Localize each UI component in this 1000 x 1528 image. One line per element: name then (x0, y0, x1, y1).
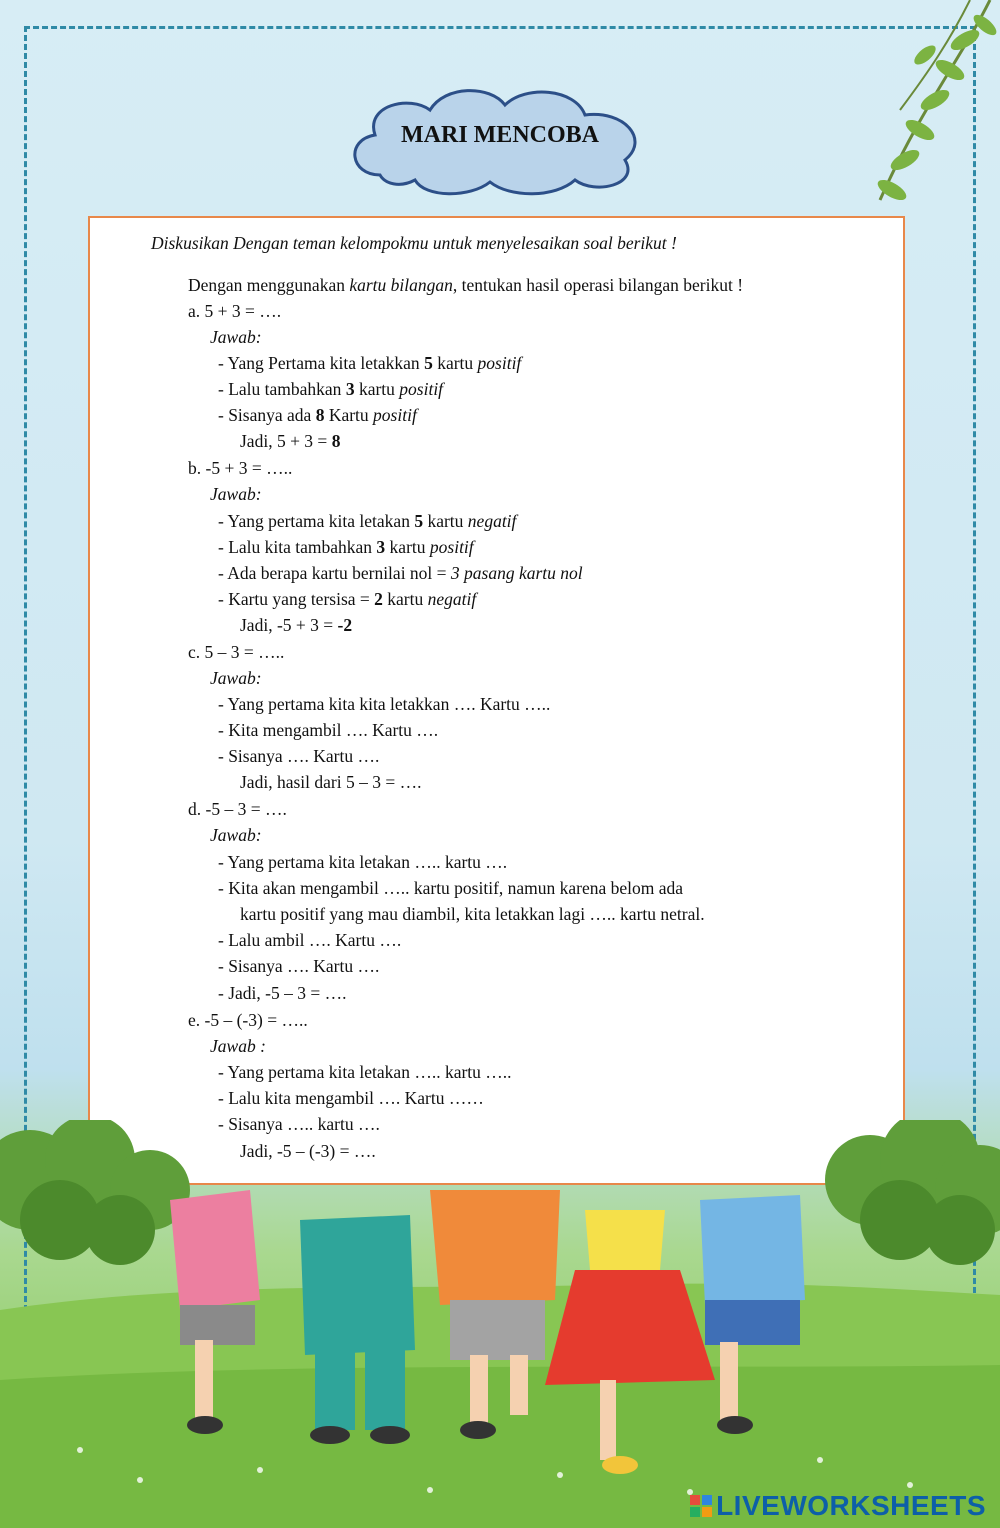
intro-text (188, 274, 743, 296)
line-segment: - Lalu ambil …. Kartu …. (218, 930, 402, 950)
intro-post: , tentukan hasil operasi bilangan berikut ! (452, 275, 744, 295)
line-segment: negatif (427, 589, 477, 609)
line-segment: - Yang pertama kita kita letakkan …. Kartu ….. (218, 694, 551, 714)
line-segment: Jadi, 5 + 3 = (240, 431, 332, 451)
exercise-line (218, 352, 521, 374)
line-segment: - Kartu yang tersisa = (218, 589, 375, 609)
line-segment: - Yang pertama kita letakan ….. kartu …. (218, 852, 508, 872)
line-segment: - Ada berapa kartu bernilai nol = (218, 563, 451, 583)
line-segment: - Sisanya ….. kartu …. (218, 1114, 380, 1134)
line-segment: 5 (414, 511, 424, 531)
line-segment: kartu positif yang mau diambil, kita letakkan lagi ….. kartu netral. (240, 904, 705, 924)
line-segment: e. -5 – (-3) = ….. (188, 1010, 308, 1030)
line-segment: - Kita akan mengambil ….. kartu positif, namun karena belom ada (218, 878, 684, 898)
line-segment: Jawab: (210, 484, 262, 504)
line-segment: - Jadi, -5 – 3 = …. (218, 983, 347, 1003)
line-segment: - Kita mengambil …. Kartu …. (218, 720, 439, 740)
line-segment: positif (399, 379, 444, 399)
exercise-line (218, 536, 474, 558)
line-segment: - Sisanya …. Kartu …. (218, 956, 380, 976)
line-segment: Jadi, -5 + 3 = (240, 615, 338, 635)
line-segment: 5 (424, 353, 433, 373)
line-segment: Jawab: (210, 668, 262, 688)
liveworksheets-logo-icon (690, 1495, 712, 1517)
line-segment: b. -5 + 3 = ….. (188, 458, 293, 478)
exercise-line (218, 955, 379, 977)
exercise-line (210, 824, 262, 846)
exercise-line (218, 1087, 484, 1109)
line-segment: - Yang pertama kita letakan (218, 511, 415, 531)
exercise-line (240, 903, 705, 925)
line-segment: d. -5 – 3 = …. (188, 799, 287, 819)
exercise-line (218, 588, 476, 610)
exercise-line (218, 510, 516, 532)
line-segment: - Sisanya ada (218, 405, 316, 425)
line-segment: positif (477, 353, 522, 373)
line-segment: 8 (315, 405, 325, 425)
exercise-line (218, 929, 401, 951)
line-segment: Jawab: (210, 825, 262, 845)
line-segment: - Yang Pertama kita letakkan (218, 353, 425, 373)
line-segment: 3 (345, 379, 355, 399)
line-segment: kartu (382, 589, 428, 609)
exercise-line (240, 771, 421, 793)
exercise-line (218, 404, 417, 426)
exercise-line (240, 614, 352, 636)
line-segment: Jadi, hasil dari 5 – 3 = …. (240, 772, 422, 792)
line-segment: - Lalu tambahkan (218, 379, 346, 399)
intro-emphasis: kartu bilangan (349, 275, 453, 295)
line-segment: 8 (331, 431, 341, 451)
exercise-line (218, 693, 550, 715)
exercise-line (218, 1061, 512, 1083)
line-segment: - Sisanya …. Kartu …. (218, 746, 380, 766)
line-segment: a. 5 + 3 = …. (188, 301, 282, 321)
line-segment: positif (429, 537, 474, 557)
instruction-text: Diskusikan Dengan teman kelompokmu untuk menyelesaikan soal berikut ! (151, 233, 677, 253)
exercise-line (218, 562, 583, 584)
exercise-line (218, 719, 438, 741)
exercise-line (188, 798, 287, 820)
line-segment: -2 (337, 615, 353, 635)
line-segment: Jadi, -5 – (-3) = …. (240, 1141, 376, 1161)
exercise-line (188, 1009, 308, 1031)
line-segment: c. 5 – 3 = ….. (188, 642, 285, 662)
exercise-line (218, 378, 443, 400)
exercise-line (210, 667, 262, 689)
brand-text: LIVEWORKSHEETS (716, 1490, 986, 1521)
line-segment: Kartu (324, 405, 374, 425)
line-segment: kartu (354, 379, 400, 399)
line-segment: kartu (432, 353, 478, 373)
line-segment: - Yang pertama kita letakan ….. kartu ….. (218, 1062, 512, 1082)
line-segment: Jawab : (210, 1036, 266, 1056)
line-segment: positif (373, 405, 417, 425)
page-title: MARI MENCOBA (401, 122, 599, 148)
liveworksheets-brand (690, 1490, 986, 1522)
intro-pre: Dengan menggunakan (188, 275, 350, 295)
exercise-line (188, 300, 281, 322)
exercise-line (218, 877, 683, 899)
line-segment: kartu (385, 537, 430, 557)
vine-leaves-decoration (760, 0, 1000, 220)
exercise-line (188, 641, 284, 663)
exercise-line (188, 457, 292, 479)
line-segment: 3 (376, 537, 386, 557)
exercise-line (240, 430, 340, 452)
line-segment: - Lalu kita tambahkan (218, 537, 377, 557)
line-segment: 3 pasang kartu nol (450, 563, 583, 583)
line-segment: 2 (374, 589, 383, 609)
exercise-line (210, 483, 262, 505)
exercise-line (210, 326, 262, 348)
line-segment: kartu (423, 511, 468, 531)
exercise-line (218, 982, 346, 1004)
line-segment: negatif (467, 511, 517, 531)
exercise-line (218, 745, 379, 767)
line-segment: - Lalu kita mengambil …. Kartu …… (218, 1088, 484, 1108)
line-segment: Jawab: (210, 327, 262, 347)
exercise-line (218, 851, 507, 873)
children-playground-illustration (0, 1120, 1000, 1528)
exercise-line (210, 1035, 266, 1057)
